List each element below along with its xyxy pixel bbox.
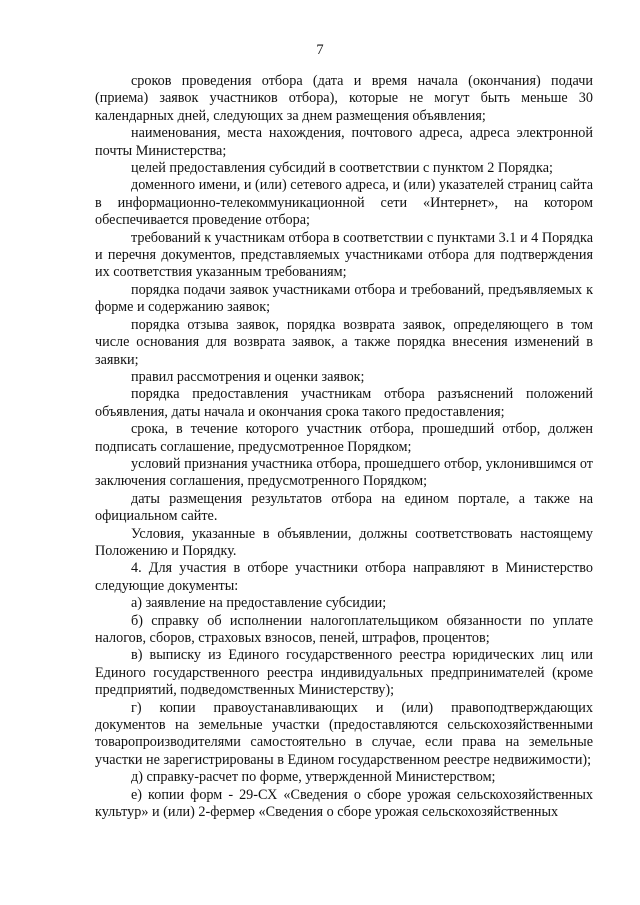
list-item: б) справку об исполнении налогоплательщиком обязанности по уплате налогов, сборов, страховых взносов, пеней, штрафов, процентов; [95, 612, 593, 646]
list-item: е) копии форм - 29-СХ «Сведения о сборе урожая сельскохозяйственных культур» и (или) 2-фермер «Сведения о сборе урожая сельскохозяйственных [95, 786, 593, 821]
paragraph: Условия, указанные в объявлении, должны соответствовать настоящему Положению и Порядку. [95, 525, 593, 559]
paragraph: правил рассмотрения и оценки заявок; [131, 368, 365, 385]
document-body [95, 73, 593, 821]
paragraph: 4. Для участия в отборе участники отбора направляют в Министерство следующие документы: [95, 560, 593, 594]
paragraph: порядка подачи заявок участниками отбора и требований, предъявляемых к форме и содержанию заявок; [95, 281, 593, 316]
paragraph: условий признания участника отбора, прошедшего отбор, уклонившимся от заключения соглашения, предусмотренного Порядком; [95, 455, 593, 490]
list-item: а) заявление на предоставление субсидии; [131, 595, 387, 612]
list-item: г) копии правоустанавливающих и (или) правоподтверждающих документов на земельные участки (предоставляются сельскохозяйственными товаропроизводителями самостоятельно в случае, если права на земельные участки не зарегистрированы в Едином государственном реестре недвижимости); [95, 699, 593, 768]
paragraph: целей предоставления субсидий в соответствии с пунктом 2 Порядка; [131, 160, 553, 177]
paragraph: доменного имени, и (или) сетевого адреса, и (или) указателей страниц сайта в информационно-телекоммуникационной сети «Интернет», на котором обеспечивается проведение отбора; [95, 177, 593, 229]
paragraph: порядка отзыва заявок, порядка возврата заявок, определяющего в том числе основания для возврата заявок, а также порядка внесения изменений в заявки; [95, 316, 593, 368]
paragraph: наименования, места нахождения, почтового адреса, адреса электронной почты Министерства; [95, 125, 593, 159]
paragraph: требований к участникам отбора в соответствии с пунктами 3.1 и 4 Порядка и перечня документов, представляемых участниками отбора для подтверждения их соответствия указанным требованиям; [95, 229, 593, 281]
paragraph: сроков проведения отбора (дата и время начала (окончания) подачи (приема) заявок участников отбора), которые не могут быть меньше 30 календарных дней, следующих за днем размещения объявления; [95, 73, 593, 124]
list-item: в) выписку из Единого государственного реестра юридических лиц или Единого государственного реестра индивидуальных предпринимателей (кроме предприятий, подведомственных Министерству); [95, 647, 593, 699]
paragraph: порядка предоставления участникам отбора разъяснений положений объявления, даты начала и окончания срока такого предоставления; [95, 386, 593, 420]
page-number: 7 [316, 42, 324, 58]
paragraph: даты размещения результатов отбора на едином портале, а также на официальном сайте. [95, 490, 593, 525]
list-item: д) справку-расчет по форме, утвержденной Министерством; [131, 769, 496, 786]
paragraph: срока, в течение которого участник отбора, прошедший отбор, должен подписать соглашение, предусмотренное Порядком; [95, 421, 593, 455]
